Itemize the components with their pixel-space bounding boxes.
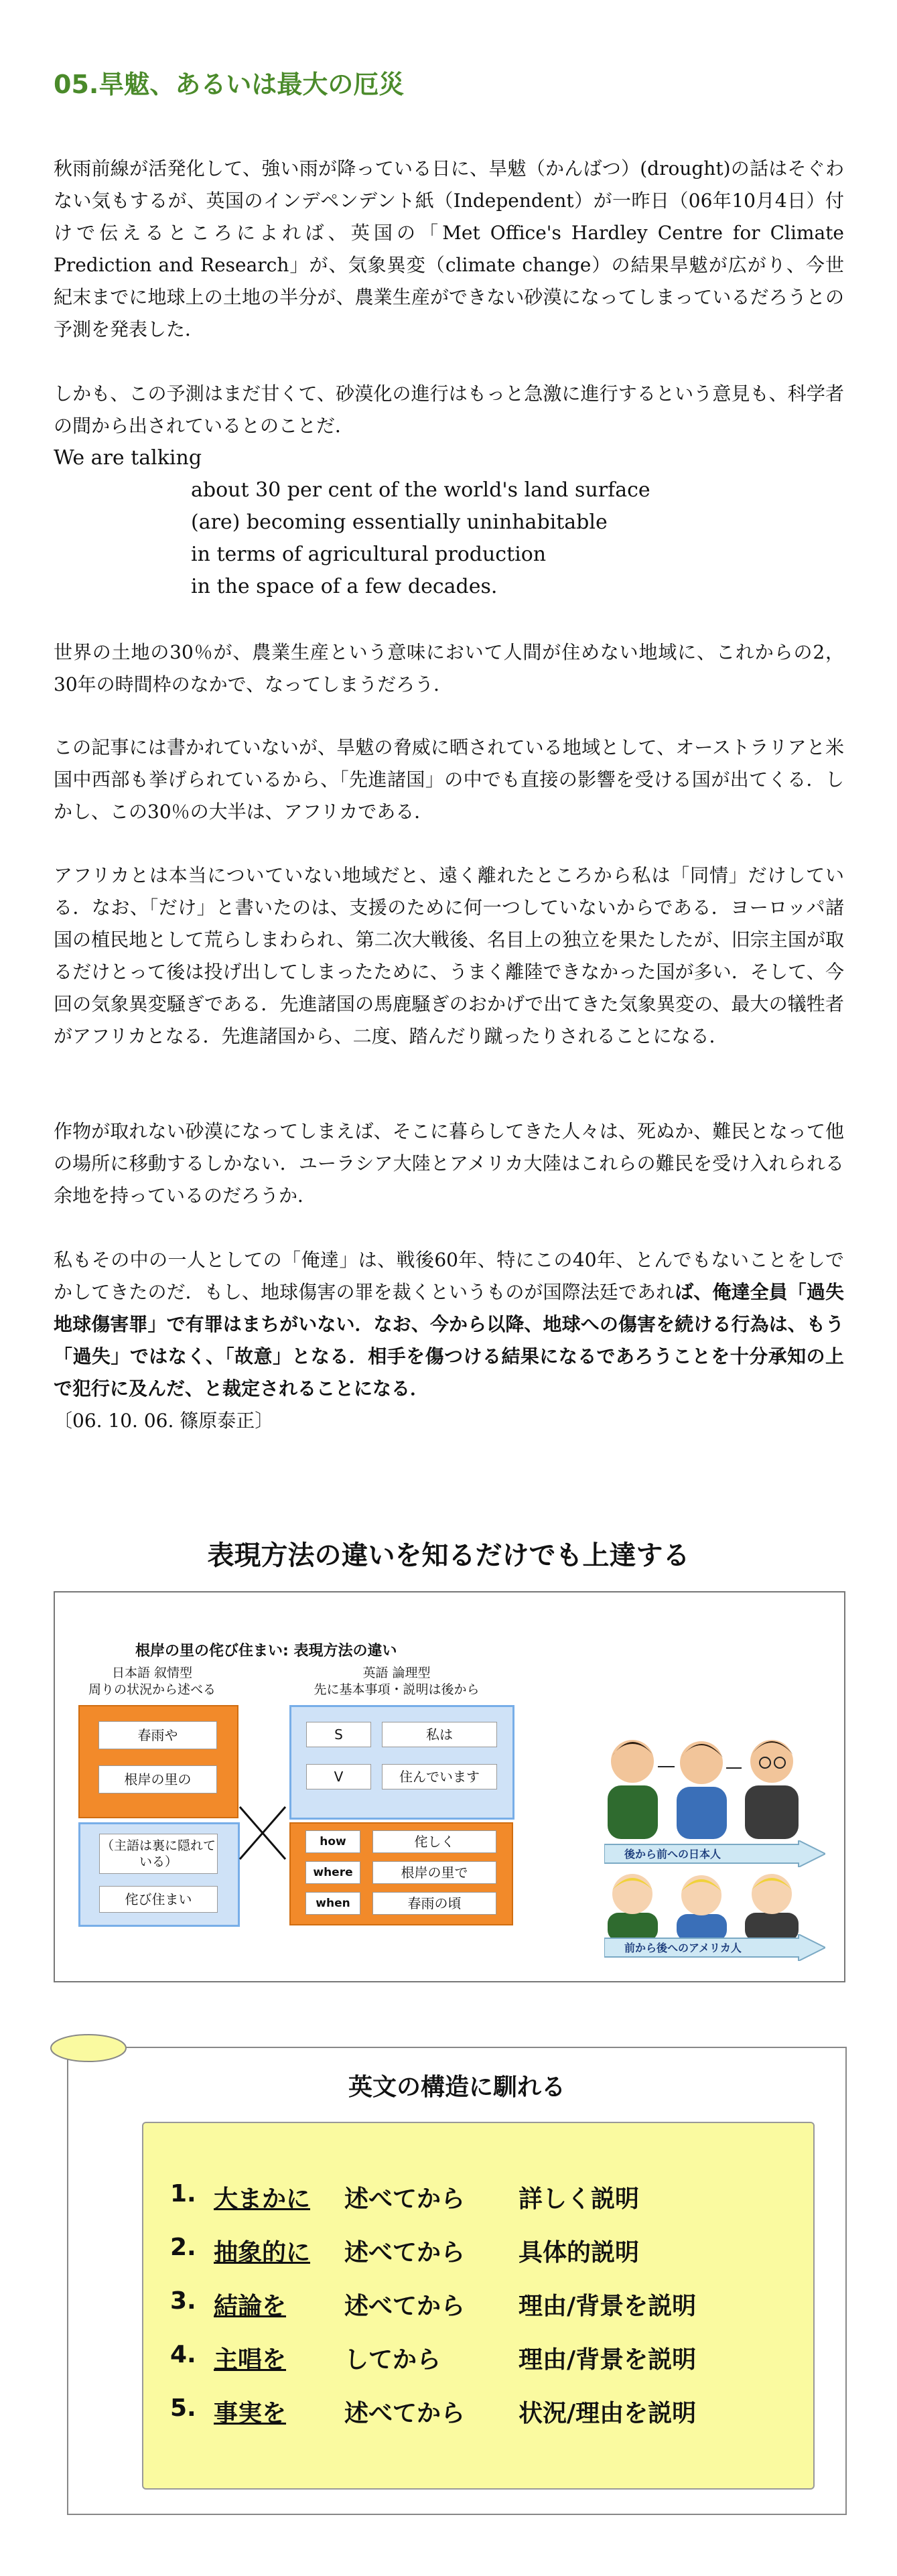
section-heading-expression: 表現方法の違いを知るだけでも上達する [207, 1540, 690, 1571]
en-top-panel [289, 1705, 514, 1820]
arrow-japanese-label: 後から前への日本人 [624, 1848, 721, 1860]
english-line: (are) becoming essentially uninhabitable [191, 511, 608, 534]
paragraph-7-bold: ば、俺達全員「過失地球傷害罪」で有罪はまちがいない．なお、今から以降、地球への傷害を続ける行為は、もう「過失」ではなく、「故意」となる．相手を傷つける結果になるであろうことを十分承知の上で犯行に及んだ、と裁定されることになる． [54, 1281, 844, 1400]
en-word-box: 春雨の頃 [372, 1892, 496, 1915]
scroll-ornament [48, 2031, 129, 2065]
structure-row: 3. 結論を 述べてから 理由/背景を説明 [170, 2287, 697, 2320]
paragraph-3: 世界の土地の30％が、農業生産という意味において人間が住めない地域に、これからの2，30年の時間枠のなかで、なってしまうだろう． [54, 641, 844, 695]
cross-arrows [236, 1753, 289, 1874]
english-line: in terms of agricultural production [191, 543, 547, 566]
en-header: 英語 論理型 先に基本事項・説明は後から [314, 1666, 480, 1697]
diagram-title: 根岸の里の侘び住まい: 表現方法の違い [135, 1643, 397, 1659]
en-tag-box: V [306, 1764, 371, 1789]
structure-row: 4. 主唱を してから 理由/背景を説明 [170, 2341, 697, 2374]
en-tag-box: how [305, 1830, 360, 1853]
section-heading-structure: 英文の構造に馴れる [348, 2074, 565, 2101]
paragraph-4: この記事には書かれていないが、旱魃の脅威に晒されている地域として、オーストラリアと米国中西部も挙げられているから、「先進諸国」の中でも直接の影響を受ける国が出てくる．しかし、この30％の大半は、アフリカである． [54, 736, 844, 823]
paragraph-6: 作物が取れない砂漠になってしまえば、そこに暮らしてきた人々は、死ぬか、難民となって他の場所に移動するしかない．ユーラシア大陸とアメリカ大陸はこれらの難民を受け入れられる余地を持っているのだろうか． [54, 1120, 844, 1207]
english-line: about 30 per cent of the world's land surface [191, 478, 650, 502]
paragraph-7 [54, 1244, 844, 1437]
arrow-american-label: 前から後へのアメリカ人 [624, 1942, 742, 1954]
japanese-people-illustration [604, 1713, 819, 1847]
en-word-box: 私は [382, 1722, 497, 1747]
english-line: We are talking [54, 446, 202, 470]
jp-word-box: 侘び住まい [99, 1886, 218, 1913]
en-word-box: 侘しく [372, 1830, 496, 1853]
en-tag-box: where [305, 1861, 360, 1884]
jp-bottom-panel [78, 1822, 240, 1927]
structure-row: 2. 抽象的に 述べてから 具体的説明 [170, 2234, 640, 2266]
paragraph-2: しかも、この予測はまだ甘くて、砂漠化の進行はもっと急激に進行するという意見も、科学者の間から出されているとのことだ． [54, 383, 844, 437]
structure-row: 1. 大まかに 述べてから 詳しく説明 [170, 2180, 640, 2213]
en-tag-box: S [306, 1722, 371, 1747]
american-people-illustration [604, 1867, 819, 1941]
en-bottom-panel [289, 1822, 513, 1925]
signature: 〔06. 10. 06. 篠原泰正〕 [54, 1410, 274, 1432]
en-word-box: 根岸の里で [372, 1861, 496, 1884]
en-tag-box: when [305, 1892, 360, 1915]
english-quote [54, 442, 650, 603]
jp-top-panel [78, 1705, 238, 1818]
paragraph-1: 秋雨前線が活発化して、強い雨が降っている日に、旱魃（かんばつ）(drought)の話はそぐわない気もするが、英国のインデペンデント紙（Independent）が一昨日（06年10月4日）付けで伝えるところによれば、英国の「Met Office's Hardley Centre for Climate Prediction and Research」が、気象異変（climate change）の結果旱魃が広がり、今世紀末までに地球上の土地の半分が、農業生産ができない砂漠になってしまっているだろうとの予測を発表した． [54, 157, 844, 340]
jp-word-box: 根岸の里の [98, 1765, 217, 1793]
paragraph-5: アフリカとは本当についていない地域だと、遠く離れたところから私は「同情」だけしている．なお、「だけ」と書いたのは、支援のために何一つしていないからである．ヨーロッパ諸国の植民地として荒らしまわられ、第二次大戦後、名目上の独立を果たしたが、旧宗主国が取るだけとって後は投げ出してしまったために、うまく離陸できなかった国が多い．そして、今回の気象異変騒ぎである．先進諸国の馬鹿騒ぎのおかげで出てきた気象異変の、最大の犠牲者がアフリカとなる．先進諸国から、二度、踏んだり蹴ったりされることになる． [54, 864, 844, 1047]
page-title: 05.旱魃、あるいは最大の厄災 [54, 70, 405, 99]
structure-scroll [142, 2122, 815, 2490]
jp-word-box: 春雨や [98, 1721, 217, 1749]
en-word-box: 住んでいます [382, 1764, 497, 1789]
structure-row: 5. 事実を 述べてから 状況/理由を説明 [170, 2394, 697, 2427]
jp-word-box: （主語は裏に隠れている） [99, 1834, 218, 1874]
expression-diagram [54, 1591, 845, 1982]
english-structure-panel [67, 2047, 847, 2515]
english-line: in the space of a few decades. [191, 575, 498, 598]
paragraph-7-normal: 私もその中の一人としての「俺達」は、戦後60年、特にこの40年、とんでもないことをしでかしてきたのだ．もし、地球傷害の罪を裁くというものが国際法廷であれ [54, 1249, 844, 1303]
jp-header: 日本語 叙情型 周りの状況から述べる [88, 1666, 216, 1697]
